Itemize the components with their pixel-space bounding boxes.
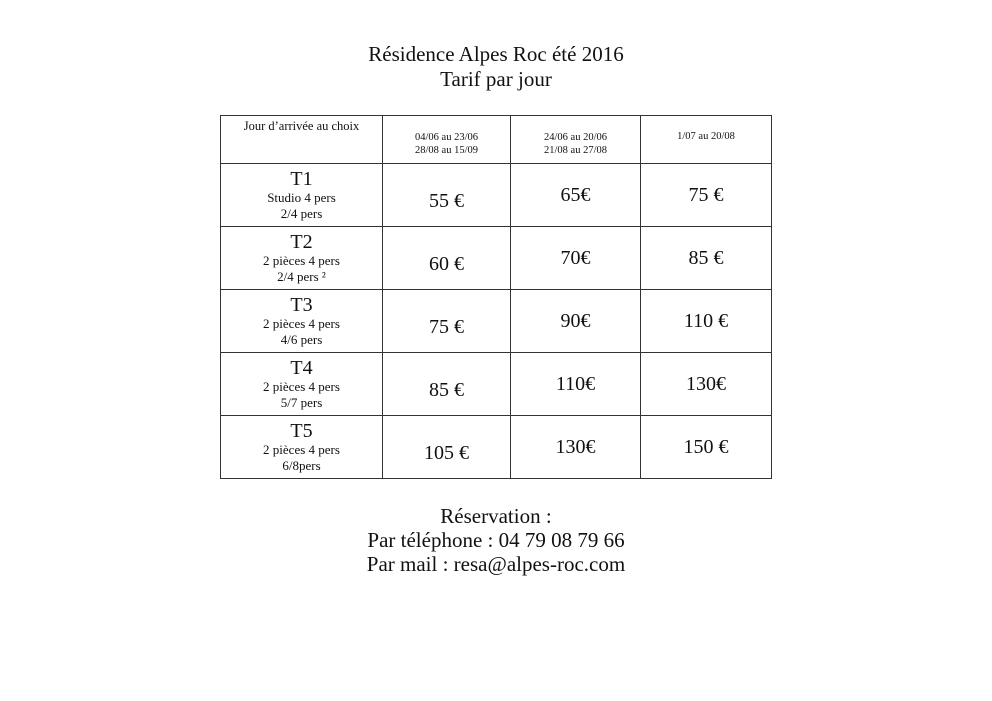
type-description: 2 pièces 4 pers [263,379,340,394]
price-cell [383,164,511,227]
price-period-2: 65€ [560,184,591,206]
price-period-1: 55 € [429,190,464,212]
price-cell [511,353,641,416]
type-capacity: 4/6 pers [280,332,323,347]
period-3-line-1: 1/07 au 20/08 [677,131,735,142]
type-cell [221,227,383,290]
price-period-1: 60 € [429,253,464,275]
price-period-2: 70€ [560,247,591,269]
table-row [221,416,772,479]
price-period-2: 110€ [555,373,596,395]
price-cell [383,416,511,479]
price-table [220,115,772,479]
reservation-heading: Réservation : [440,504,552,528]
type-capacity: 6/8pers [282,458,321,473]
type-cell [221,416,383,479]
price-cell [511,416,641,479]
table-header-row [221,116,772,164]
price-cell [511,164,641,227]
table-row [221,227,772,290]
type-description: Studio 4 pers [267,190,336,205]
price-period-3: 130€ [686,373,726,395]
price-period-2: 90€ [560,310,591,332]
price-cell [383,227,511,290]
table-row [221,164,772,227]
period-header-2 [511,116,641,164]
price-period-3: 150 € [683,436,729,458]
price-cell [641,353,772,416]
price-period-3: 110 € [683,310,729,332]
price-cell [511,290,641,353]
type-capacity: 5/7 pers [280,395,323,410]
period-2-line-2: 21/08 au 27/08 [544,144,607,156]
type-capacity: 2/4 pers [280,206,323,221]
period-2-line-1: 24/06 au 20/06 [544,131,607,143]
price-period-1: 105 € [424,442,469,464]
price-cell [641,416,772,479]
document-subtitle: Tarif par jour [440,67,552,91]
type-code: T5 [290,420,313,442]
table-row [221,290,772,353]
price-period-3: 85 € [688,247,724,269]
period-header-3 [641,116,772,164]
type-description: 2 pièces 4 pers [263,253,340,268]
price-cell [641,164,772,227]
type-description: 2 pièces 4 pers [263,316,340,331]
reservation-mail: Par mail : resa@alpes-roc.com [366,552,626,576]
price-period-1: 85 € [429,379,464,401]
type-code: T4 [290,357,313,379]
price-cell [383,353,511,416]
period-1-line-1: 04/06 au 23/06 [415,131,478,143]
type-cell [221,353,383,416]
price-cell [383,290,511,353]
type-code: T1 [290,168,313,190]
arrival-day-label: Jour d’arrivée au choix [221,116,383,164]
type-capacity: 2/4 pers ² [277,269,326,284]
period-1-line-2: 28/08 au 15/09 [415,144,478,156]
type-cell [221,290,383,353]
price-period-3: 75 € [688,184,724,206]
price-period-1: 75 € [429,316,464,338]
type-code: T2 [290,231,313,253]
type-code: T3 [290,294,313,316]
reservation-phone: Par téléphone : 04 79 08 79 66 [367,528,625,552]
type-cell [221,164,383,227]
price-cell [641,227,772,290]
price-cell [511,227,641,290]
table-row [221,353,772,416]
period-header-1 [383,116,511,164]
price-period-2: 130€ [555,436,596,458]
type-description: 2 pièces 4 pers [263,442,340,457]
price-cell [641,290,772,353]
document-title: Résidence Alpes Roc été 2016 [368,42,624,66]
